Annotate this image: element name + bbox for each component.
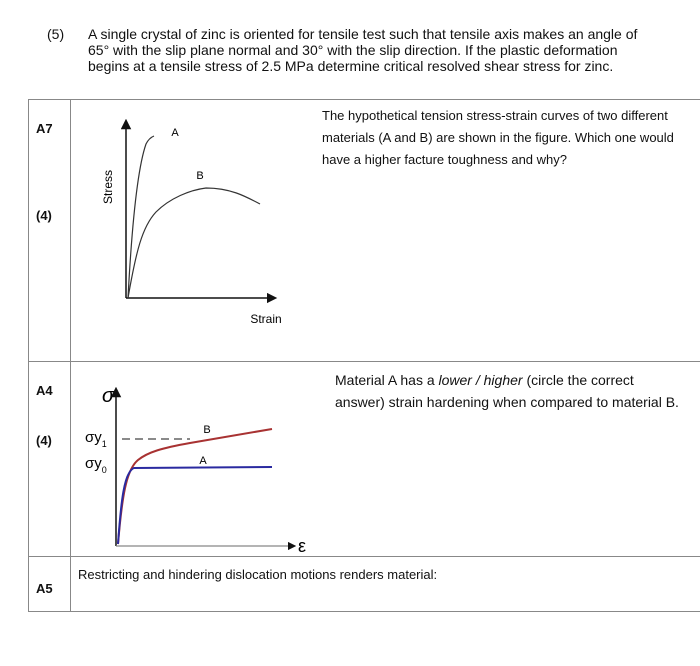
a4-y1-label: $\sigma y_1$ [85,429,107,449]
question-5-text [88,26,688,74]
a4-y-axis-symbol: σ [102,385,115,407]
a4-x-axis-symbol: ε [298,536,307,556]
a4-curve-b-label: B [203,424,211,436]
a7-x-axis-label: Strain [250,312,282,326]
a4-curve-a [118,467,272,544]
a7-question [322,105,674,171]
a4-yield-chart [80,372,330,557]
a4-question-line-2: answer) strain hardening when compared to material B. [335,394,679,410]
question-5-number: (5) [47,26,65,42]
a7-question-line-2: materials (A and B) are shown in the figure. Which one would [322,130,674,145]
a4-y0-label: $\sigma y_0$ [85,455,107,475]
table-left-border [28,99,29,612]
row-divider-a7-a4 [28,361,700,362]
a7-curve-a-label: A [171,127,179,139]
a4-question-prefix: Material A has a [335,372,439,388]
a7-y-axis-label: Stress [101,169,115,205]
a4-marks: (4) [36,433,52,448]
a5-label: A5 [36,581,53,596]
question-5-line-3: begins at a tensile stress of 2.5 MPa determine critical resolved shear stress for zinc. [88,58,614,74]
a7-question-line-1: The hypothetical tension stress-strain curves of two different [322,108,668,123]
question-5-line-1: A single crystal of zinc is oriented for tensile test such that tensile axis makes an angle of [88,26,638,42]
question-5-line-2: 65° with the slip plane normal and 30° with the slip direction. If the plastic deformation [88,42,618,58]
a7-curve-b [128,188,260,298]
a5-question: Restricting and hindering dislocation motions renders material: [78,567,438,582]
a4-question [335,369,679,413]
table-top-border [28,99,700,100]
a7-curve-b-label: B [196,170,204,182]
a4-label: A4 [36,383,53,398]
a7-question-line-3: have a higher facture toughness and why? [322,152,568,167]
table-label-column-divider [70,99,71,612]
a4-curve-a-label: A [199,455,207,467]
a4-question-suffix: (circle the correct [522,372,634,388]
a4-curve-b [118,429,272,544]
a7-stress-strain-chart [80,112,300,332]
a7-marks: (4) [36,208,52,223]
a4-question-choice: lower / higher [438,372,523,388]
a7-curve-a [128,136,154,298]
a4-question-line-1 [335,369,679,391]
a7-label: A7 [36,121,53,136]
table-bottom-border [28,611,700,612]
